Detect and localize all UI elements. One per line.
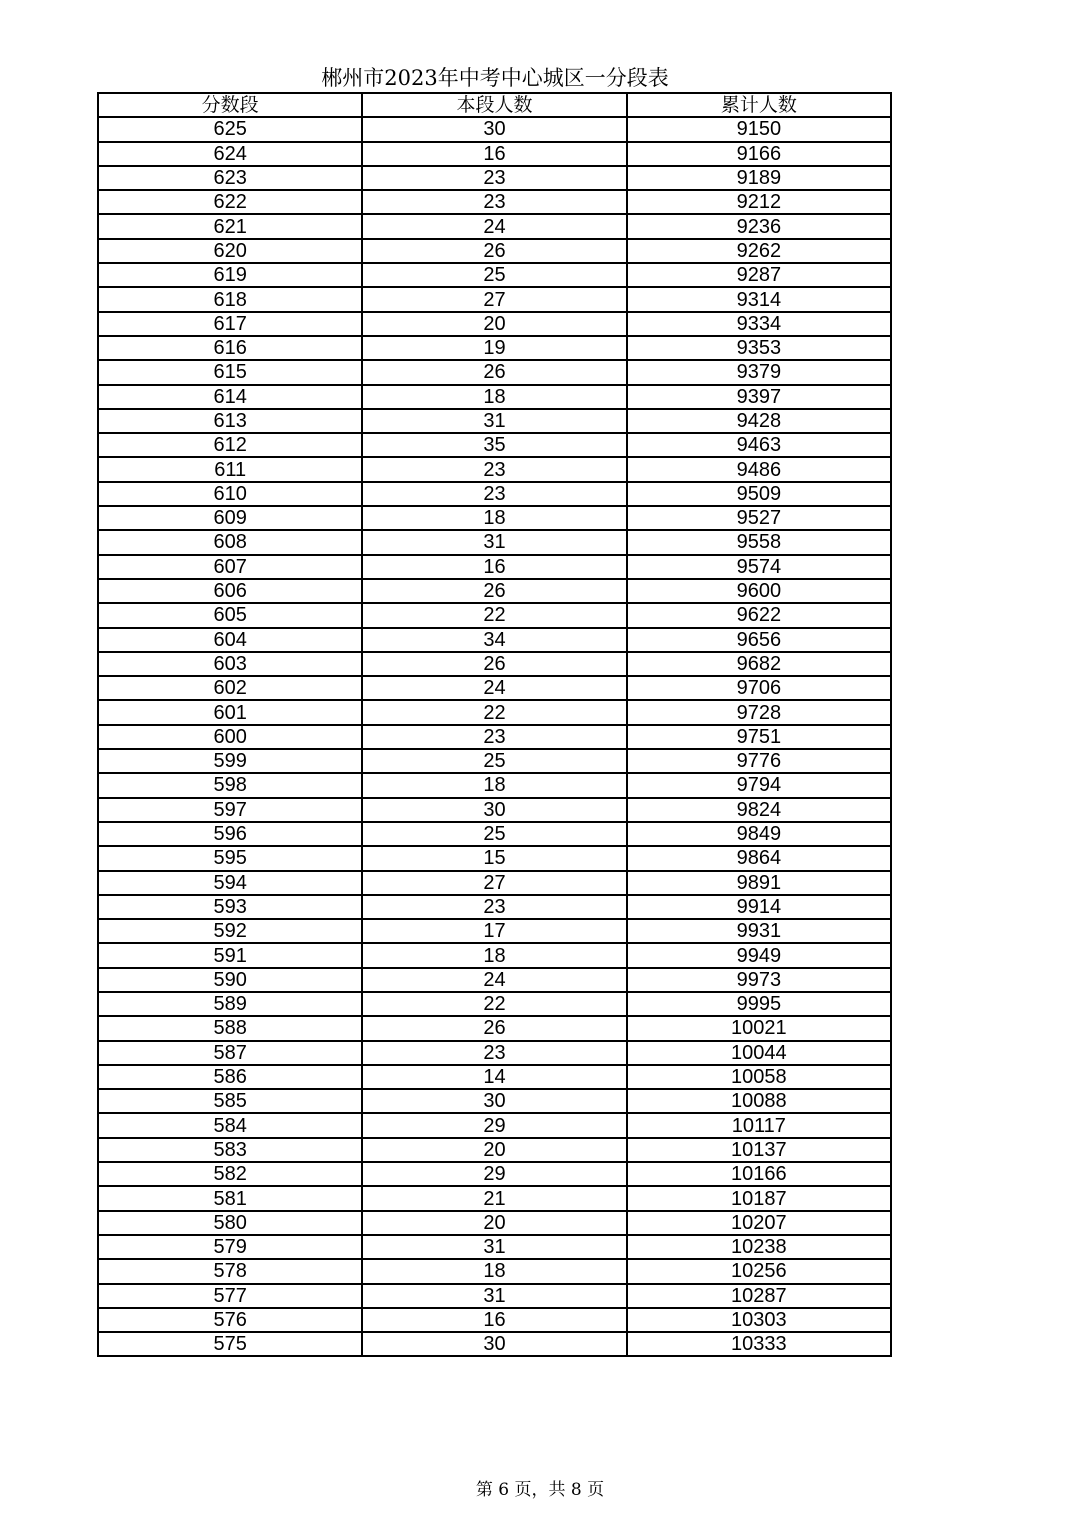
table-row — [98, 142, 891, 166]
cell-count: 26 — [362, 579, 626, 603]
cell-cumulative: 9314 — [627, 287, 891, 311]
cell-count: 24 — [362, 676, 626, 700]
table-row — [98, 117, 891, 141]
cell-cumulative: 10256 — [627, 1259, 891, 1283]
cell-count: 29 — [362, 1162, 626, 1186]
cell-count: 31 — [362, 409, 626, 433]
table-row — [98, 166, 891, 190]
cell-count: 22 — [362, 700, 626, 724]
cell-score: 597 — [98, 798, 362, 822]
cell-count: 17 — [362, 919, 626, 943]
table-row — [98, 1016, 891, 1040]
cell-count: 34 — [362, 628, 626, 652]
cell-score: 616 — [98, 336, 362, 360]
cell-cumulative: 10303 — [627, 1308, 891, 1332]
cell-count: 22 — [362, 603, 626, 627]
table-row — [98, 1259, 891, 1283]
table-row — [98, 749, 891, 773]
table-row — [98, 385, 891, 409]
cell-count: 29 — [362, 1113, 626, 1137]
cell-cumulative: 9463 — [627, 433, 891, 457]
cell-cumulative: 10187 — [627, 1186, 891, 1210]
table-row — [98, 239, 891, 263]
cell-score: 591 — [98, 943, 362, 967]
cell-score: 587 — [98, 1041, 362, 1065]
cell-score: 585 — [98, 1089, 362, 1113]
cell-count: 18 — [362, 506, 626, 530]
table-row — [98, 336, 891, 360]
table-row — [98, 700, 891, 724]
cell-score: 623 — [98, 166, 362, 190]
cell-cumulative: 9558 — [627, 530, 891, 554]
cell-score: 588 — [98, 1016, 362, 1040]
cell-cumulative: 10117 — [627, 1113, 891, 1137]
cell-cumulative: 9150 — [627, 117, 891, 141]
cell-score: 580 — [98, 1211, 362, 1235]
table-row — [98, 1065, 891, 1089]
cell-cumulative: 9995 — [627, 992, 891, 1016]
cell-score: 620 — [98, 239, 362, 263]
cell-count: 22 — [362, 992, 626, 1016]
cell-count: 26 — [362, 1016, 626, 1040]
cell-cumulative: 10058 — [627, 1065, 891, 1089]
cell-count: 23 — [362, 895, 626, 919]
table-row — [98, 992, 891, 1016]
table-row — [98, 1332, 891, 1356]
score-distribution-table — [97, 92, 892, 1357]
cell-count: 25 — [362, 822, 626, 846]
cell-score: 607 — [98, 555, 362, 579]
cell-score: 611 — [98, 457, 362, 481]
cell-score: 609 — [98, 506, 362, 530]
table-row — [98, 943, 891, 967]
cell-score: 586 — [98, 1065, 362, 1089]
table-row — [98, 457, 891, 481]
column-header-score: 分数段 — [98, 93, 362, 117]
cell-count: 26 — [362, 239, 626, 263]
cell-cumulative: 9891 — [627, 871, 891, 895]
cell-cumulative: 9334 — [627, 312, 891, 336]
cell-cumulative: 10166 — [627, 1162, 891, 1186]
cell-score: 599 — [98, 749, 362, 773]
table-row — [98, 919, 891, 943]
table-header-row — [98, 93, 891, 117]
cell-cumulative: 10137 — [627, 1138, 891, 1162]
cell-count: 31 — [362, 1284, 626, 1308]
cell-count: 20 — [362, 1211, 626, 1235]
table-row — [98, 360, 891, 384]
table-row — [98, 1041, 891, 1065]
cell-cumulative: 9728 — [627, 700, 891, 724]
cell-score: 621 — [98, 214, 362, 238]
cell-score: 605 — [98, 603, 362, 627]
cell-score: 592 — [98, 919, 362, 943]
cell-cumulative: 9574 — [627, 555, 891, 579]
cell-cumulative: 9236 — [627, 214, 891, 238]
table-row — [98, 1211, 891, 1235]
cell-score: 577 — [98, 1284, 362, 1308]
table-row — [98, 798, 891, 822]
cell-count: 19 — [362, 336, 626, 360]
table-row — [98, 1089, 891, 1113]
cell-cumulative: 9486 — [627, 457, 891, 481]
cell-count: 24 — [362, 214, 626, 238]
cell-cumulative: 9509 — [627, 482, 891, 506]
cell-score: 596 — [98, 822, 362, 846]
table-row — [98, 603, 891, 627]
cell-cumulative: 9353 — [627, 336, 891, 360]
cell-score: 590 — [98, 968, 362, 992]
cell-cumulative: 9914 — [627, 895, 891, 919]
table-body — [98, 117, 891, 1356]
cell-score: 610 — [98, 482, 362, 506]
cell-cumulative: 9212 — [627, 190, 891, 214]
cell-score: 622 — [98, 190, 362, 214]
cell-score: 581 — [98, 1186, 362, 1210]
cell-score: 584 — [98, 1113, 362, 1137]
cell-cumulative: 9166 — [627, 142, 891, 166]
cell-score: 603 — [98, 652, 362, 676]
cell-cumulative: 10333 — [627, 1332, 891, 1356]
cell-score: 593 — [98, 895, 362, 919]
cell-score: 601 — [98, 700, 362, 724]
cell-count: 30 — [362, 798, 626, 822]
cell-score: 602 — [98, 676, 362, 700]
table-row — [98, 312, 891, 336]
cell-score: 583 — [98, 1138, 362, 1162]
table-row — [98, 871, 891, 895]
cell-score: 600 — [98, 725, 362, 749]
cell-score: 624 — [98, 142, 362, 166]
cell-count: 30 — [362, 1089, 626, 1113]
cell-score: 612 — [98, 433, 362, 457]
cell-count: 14 — [362, 1065, 626, 1089]
cell-count: 23 — [362, 725, 626, 749]
table-row — [98, 530, 891, 554]
table-row — [98, 676, 891, 700]
cell-score: 615 — [98, 360, 362, 384]
table-row — [98, 190, 891, 214]
cell-count: 23 — [362, 166, 626, 190]
cell-score: 614 — [98, 385, 362, 409]
cell-score: 589 — [98, 992, 362, 1016]
cell-count: 30 — [362, 1332, 626, 1356]
cell-score: 575 — [98, 1332, 362, 1356]
cell-cumulative: 9931 — [627, 919, 891, 943]
cell-count: 26 — [362, 360, 626, 384]
cell-count: 25 — [362, 263, 626, 287]
table-row — [98, 482, 891, 506]
table-row — [98, 822, 891, 846]
page-title: 郴州市2023年中考中心城区一分段表 — [321, 66, 669, 90]
cell-count: 26 — [362, 652, 626, 676]
cell-count: 18 — [362, 385, 626, 409]
cell-count: 18 — [362, 773, 626, 797]
cell-cumulative: 9600 — [627, 579, 891, 603]
cell-cumulative: 9262 — [627, 239, 891, 263]
cell-count: 23 — [362, 482, 626, 506]
cell-count: 27 — [362, 871, 626, 895]
table-row — [98, 628, 891, 652]
cell-count: 31 — [362, 530, 626, 554]
cell-score: 576 — [98, 1308, 362, 1332]
cell-cumulative: 9864 — [627, 846, 891, 870]
table-row — [98, 263, 891, 287]
cell-cumulative: 9622 — [627, 603, 891, 627]
table-row — [98, 1113, 891, 1137]
cell-cumulative: 9527 — [627, 506, 891, 530]
cell-score: 579 — [98, 1235, 362, 1259]
table-row — [98, 725, 891, 749]
cell-count: 16 — [362, 1308, 626, 1332]
table-row — [98, 1138, 891, 1162]
cell-count: 16 — [362, 142, 626, 166]
column-header-count: 本段人数 — [362, 93, 626, 117]
cell-score: 598 — [98, 773, 362, 797]
table-row — [98, 214, 891, 238]
cell-count: 23 — [362, 190, 626, 214]
cell-cumulative: 10287 — [627, 1284, 891, 1308]
table-row — [98, 1235, 891, 1259]
cell-cumulative: 9849 — [627, 822, 891, 846]
table-row — [98, 968, 891, 992]
cell-count: 23 — [362, 457, 626, 481]
cell-count: 18 — [362, 943, 626, 967]
cell-count: 25 — [362, 749, 626, 773]
cell-count: 27 — [362, 287, 626, 311]
cell-count: 21 — [362, 1186, 626, 1210]
table-row — [98, 1308, 891, 1332]
cell-score: 606 — [98, 579, 362, 603]
cell-cumulative: 9794 — [627, 773, 891, 797]
cell-cumulative: 9682 — [627, 652, 891, 676]
cell-count: 18 — [362, 1259, 626, 1283]
cell-count: 23 — [362, 1041, 626, 1065]
table-row — [98, 579, 891, 603]
cell-count: 20 — [362, 312, 626, 336]
table-row — [98, 1162, 891, 1186]
cell-score: 613 — [98, 409, 362, 433]
table-row — [98, 895, 891, 919]
cell-count: 16 — [362, 555, 626, 579]
cell-count: 35 — [362, 433, 626, 457]
cell-cumulative: 9428 — [627, 409, 891, 433]
cell-cumulative: 9776 — [627, 749, 891, 773]
cell-score: 582 — [98, 1162, 362, 1186]
cell-cumulative: 9287 — [627, 263, 891, 287]
cell-score: 604 — [98, 628, 362, 652]
cell-cumulative: 9949 — [627, 943, 891, 967]
table-row — [98, 1284, 891, 1308]
table-row — [98, 433, 891, 457]
cell-count: 30 — [362, 117, 626, 141]
table-row — [98, 846, 891, 870]
cell-cumulative: 9824 — [627, 798, 891, 822]
cell-count: 31 — [362, 1235, 626, 1259]
cell-score: 594 — [98, 871, 362, 895]
cell-cumulative: 9751 — [627, 725, 891, 749]
cell-score: 619 — [98, 263, 362, 287]
table-row — [98, 773, 891, 797]
cell-score: 618 — [98, 287, 362, 311]
table-row — [98, 287, 891, 311]
cell-score: 608 — [98, 530, 362, 554]
cell-cumulative: 9379 — [627, 360, 891, 384]
cell-cumulative: 10238 — [627, 1235, 891, 1259]
cell-cumulative: 9189 — [627, 166, 891, 190]
table-row — [98, 652, 891, 676]
cell-count: 20 — [362, 1138, 626, 1162]
cell-score: 595 — [98, 846, 362, 870]
cell-cumulative: 10021 — [627, 1016, 891, 1040]
cell-cumulative: 10207 — [627, 1211, 891, 1235]
cell-count: 24 — [362, 968, 626, 992]
cell-cumulative: 10088 — [627, 1089, 891, 1113]
cell-score: 617 — [98, 312, 362, 336]
page-footer: 第 6 页，共 8 页 — [475, 1480, 605, 1500]
table-row — [98, 506, 891, 530]
table-row — [98, 409, 891, 433]
cell-score: 578 — [98, 1259, 362, 1283]
table-row — [98, 1186, 891, 1210]
cell-cumulative: 9397 — [627, 385, 891, 409]
cell-cumulative: 10044 — [627, 1041, 891, 1065]
cell-score: 625 — [98, 117, 362, 141]
cell-cumulative: 9973 — [627, 968, 891, 992]
table-row — [98, 555, 891, 579]
column-header-cumulative: 累计人数 — [627, 93, 891, 117]
cell-cumulative: 9706 — [627, 676, 891, 700]
cell-count: 15 — [362, 846, 626, 870]
cell-cumulative: 9656 — [627, 628, 891, 652]
